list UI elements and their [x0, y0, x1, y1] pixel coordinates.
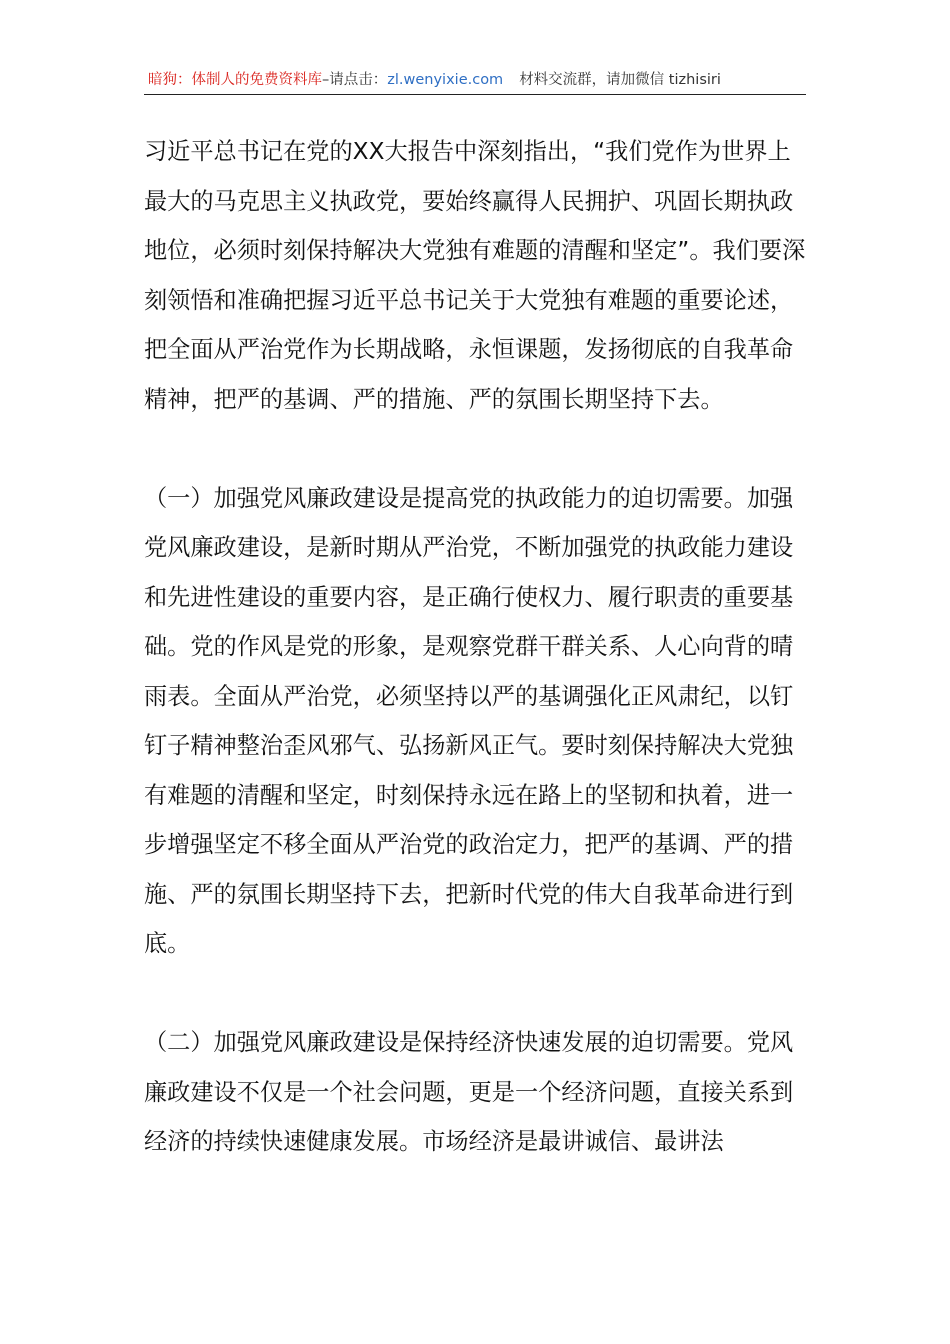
paragraph-section-two: （二）加强党风廉政建设是保持经济快速发展的迫切需要。党风廉政建设不仅是一个社会问题，更是一个经济问题，直接关系到经济的持续快速健康发展。市场经济是最讲诚信、最讲法: [144, 1029, 794, 1155]
header-group-info: 材料交流群，请加微信 tizhisiri: [519, 72, 721, 88]
paragraph-section-one: （一）加强党风廉政建设是提高党的执政能力的迫切需要。加强党风廉政建设，是新时期从严治党，不断加强党的执政能力建设和先进性建设的重要内容，是正确行使权力、履行职责的重要基础。党的作风是党的形象，是观察党群干群关系、人心向背的晴雨表。全面从严治党，必须坚持以严的基调强化正风肃纪，以钉钉子精神整治歪风邪气、弘扬新风正气。要时刻保持解决大党独有难题的清醒和坚定，时刻保持永远在路上的坚韧和执着，进一步增强坚定不移全面从严治党的政治定力，把严的基调、严的措施、严的氛围长期坚持下去，把新时代党的伟大自我革命进行到底。: [144, 484, 794, 957]
paragraph-intro: 习近平总书记在党的XX大报告中深刻指出，“我们党作为世界上最大的马克思主义执政党，要始终赢得人民拥护、巩固长期执政地位，必须时刻保持解决大党独有难题的清醒和坚定”。我们要深刻领悟和准确把握习近平总书记关于大党独有难题的重要论述，把全面从严治党作为长期战略，永恒课题，发扬彻底的自我革命精神，把严的基调、严的措施、严的氛围长期坚持下去。: [144, 138, 806, 413]
header-click-prompt: –请点击：: [322, 72, 388, 88]
header-url-link[interactable]: zl.wenyixie.com: [387, 72, 504, 88]
document-body: [144, 127, 810, 1167]
paragraph-spacer: [144, 969, 810, 1019]
page-header: [144, 70, 806, 95]
paragraph-spacer: [144, 424, 810, 474]
header-ad-text: 暗狗：体制人的免费资料库: [148, 72, 322, 88]
